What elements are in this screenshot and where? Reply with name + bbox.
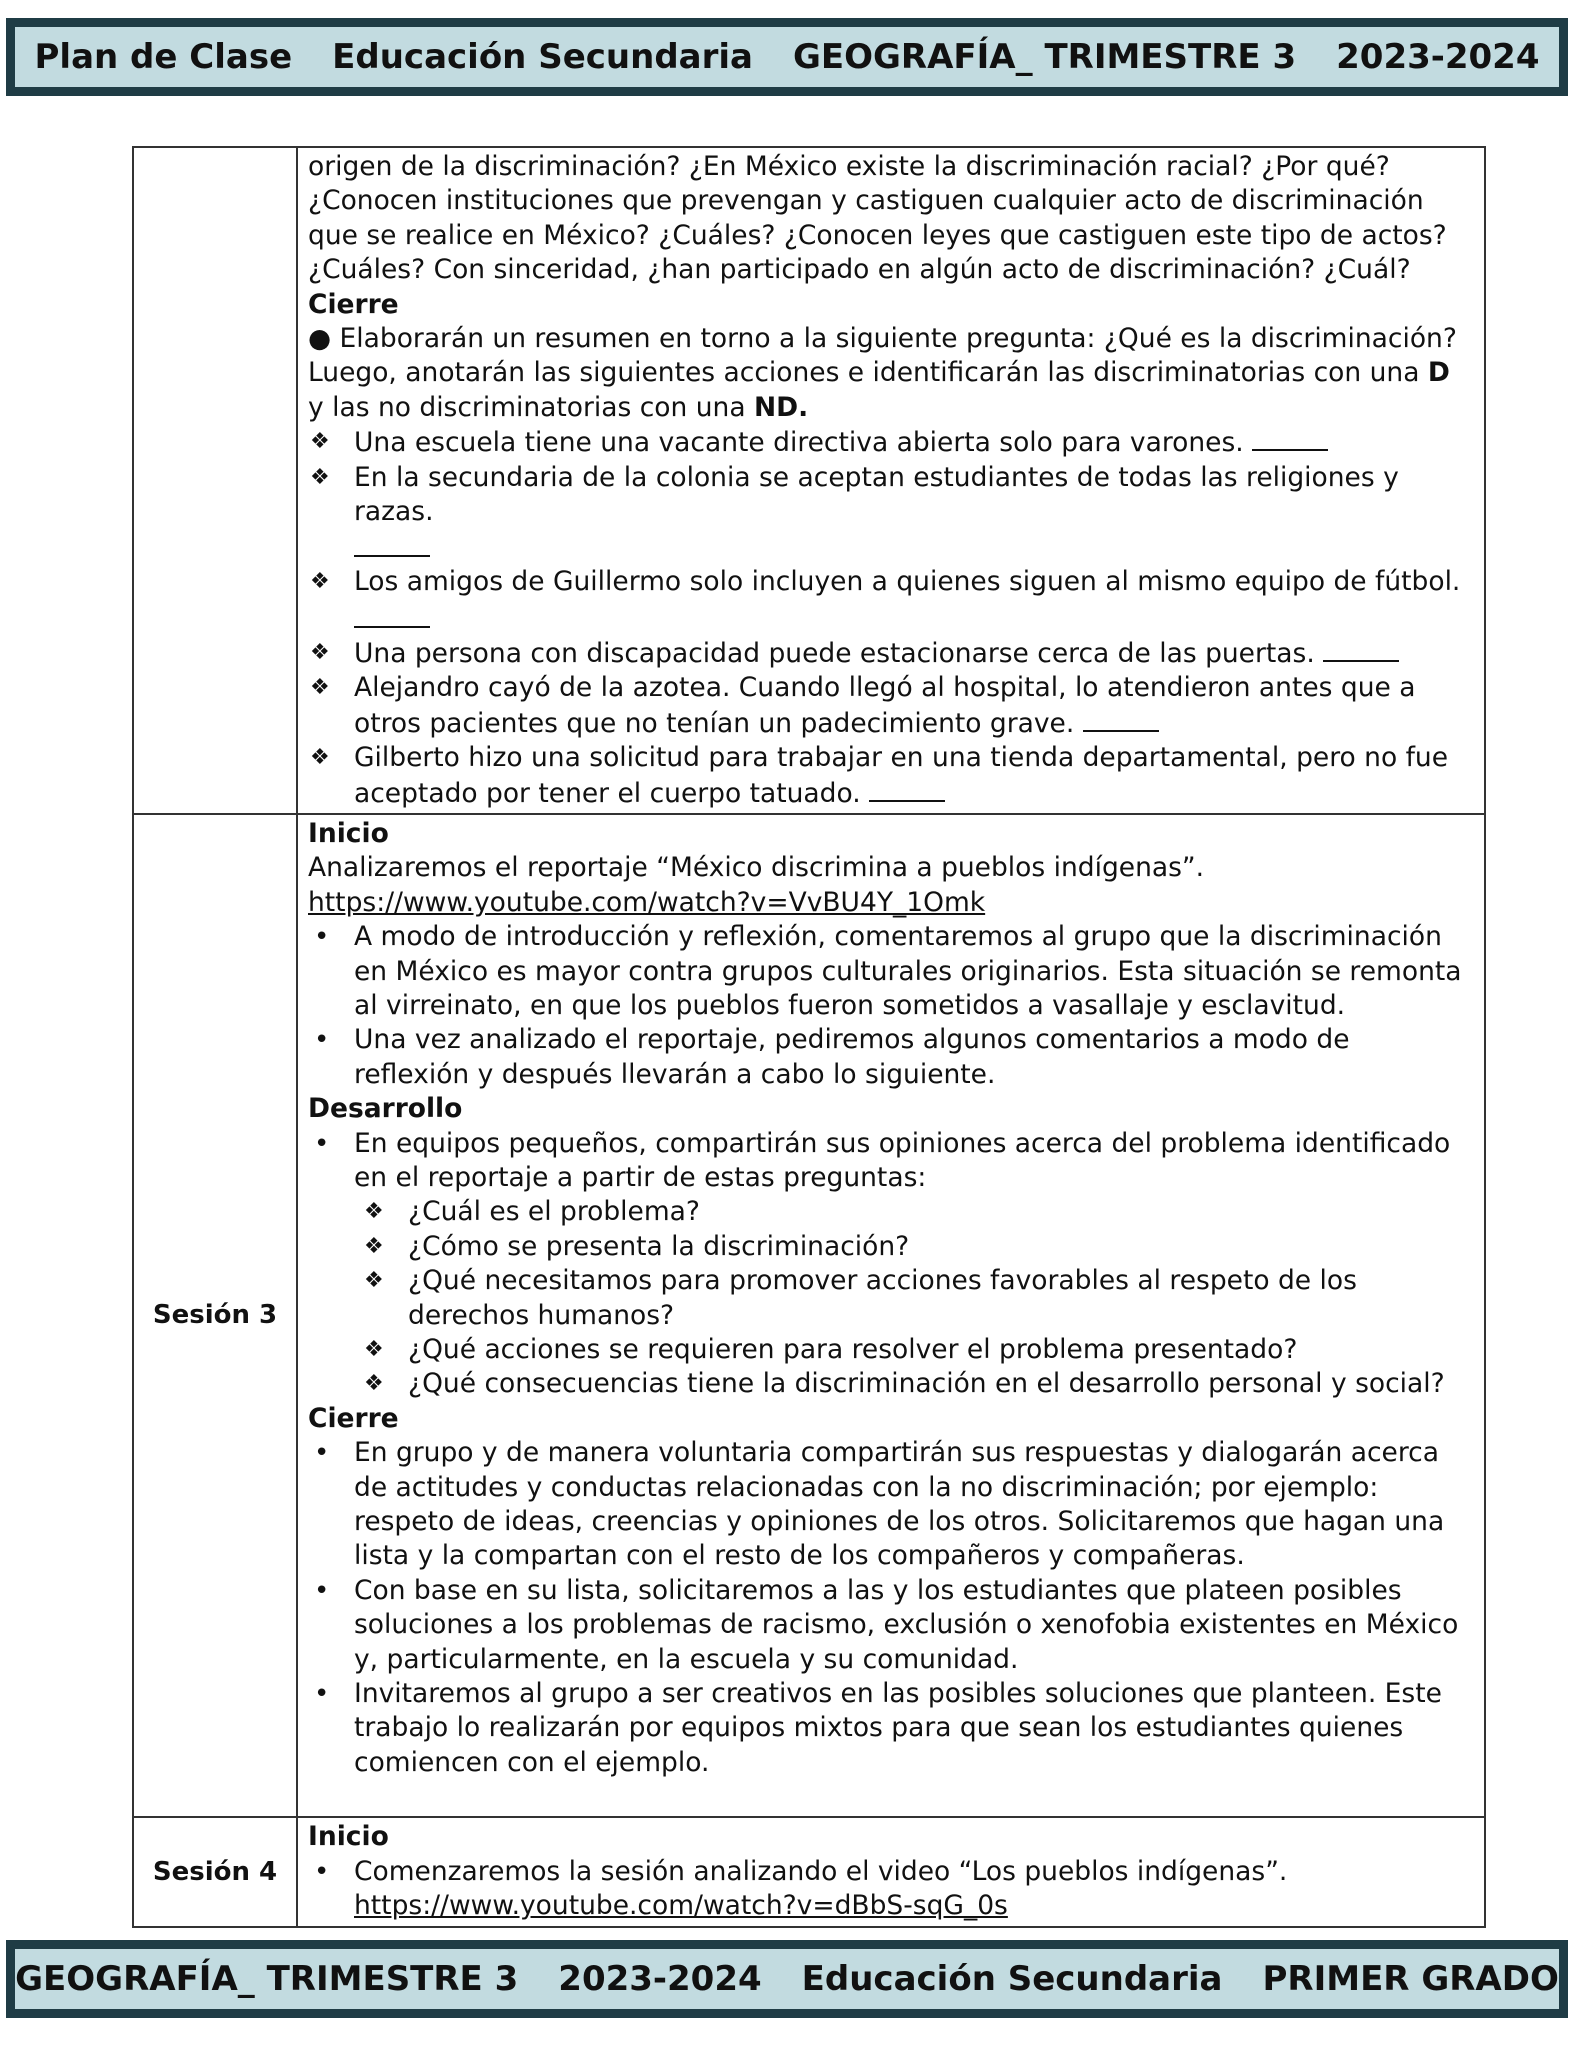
question-item: ❖ ¿Cuál es el problema? bbox=[308, 1195, 1464, 1229]
mark-nd: ND. bbox=[753, 391, 809, 423]
answer-blank[interactable] bbox=[1323, 636, 1399, 662]
cierre-heading: Cierre bbox=[308, 1402, 399, 1434]
footer-level: Educación Secundaria bbox=[801, 1959, 1223, 1999]
list-item: • Invitaremos al grupo a ser creativos en las posibles soluciones que planteen. Este trabajo lo realizarán por equipos mixtos para que sean los estudiantes quienes comiencen con el ejemplo. bbox=[308, 1677, 1464, 1780]
list-item: • Con base en su lista, solicitaremos a las y los estudiantes que plateen posibles soluciones a los problemas de racismo, exclusión o xenofobia existentes en México y, particularmente, en la escuela y su comunidad. bbox=[308, 1574, 1464, 1677]
question-item: ❖ ¿Cómo se presenta la discriminación? bbox=[308, 1230, 1464, 1264]
action-item: ❖ Alejandro cayó de la azotea. Cuando llegó al hospital, lo atendieron antes que a otros pacientes que no tenían un padecimiento grave. bbox=[308, 671, 1464, 741]
footer-grade: PRIMER GRADO bbox=[1262, 1959, 1559, 1999]
footer-banner bbox=[6, 1940, 1568, 2018]
cierre-heading: Cierre bbox=[308, 288, 399, 320]
mark-d: D bbox=[1427, 357, 1450, 389]
desarrollo-heading: Desarrollo bbox=[308, 1093, 463, 1125]
action-item: ❖ Los amigos de Guillermo solo incluyen a quienes siguen al mismo equipo de fútbol. bbox=[308, 565, 1464, 627]
cierre-bullet: ● Elaborarán un resumen en torno a la siguiente pregunta: ¿Qué es la discriminación? bbox=[308, 323, 1457, 355]
row-sesion-4 bbox=[133, 1817, 1485, 1926]
list-item: • Una vez analizado el reportaje, pediremos algunos comentarios a modo de reflexión y después llevarán a cabo lo siguiente. bbox=[308, 1023, 1464, 1092]
header-subject: GEOGRAFÍA_ TRIMESTRE 3 bbox=[792, 37, 1297, 77]
answer-blank[interactable] bbox=[354, 600, 430, 628]
list-item: • A modo de introducción y reflexión, comentaremos al grupo que la discriminación en México es mayor contra grupos culturales originarios. Esta situación se remonta al virreinato, en que los pueblos fueron sometidos a vasallaje y esclavitud. bbox=[308, 920, 1464, 1023]
answer-blank[interactable] bbox=[1252, 425, 1328, 451]
sesion-4-label: Sesión 4 bbox=[133, 1817, 297, 1926]
action-item: ❖ En la secundaria de la colonia se aceptan estudiantes de todas las religiones y razas. bbox=[308, 461, 1464, 558]
header-banner bbox=[6, 18, 1568, 96]
header-level: Educación Secundaria bbox=[332, 37, 753, 77]
question-item: ❖ ¿Qué consecuencias tiene la discriminación en el desarrollo personal y social? bbox=[308, 1367, 1464, 1401]
video-link[interactable]: https://www.youtube.com/watch?v=dBbS-sqG_0s bbox=[354, 1890, 1008, 1922]
desarrollo-bullets bbox=[308, 1127, 1464, 1196]
lesson-plan-table bbox=[132, 146, 1486, 1928]
list-item: • En grupo y de manera voluntaria compartirán sus respuestas y dialogarán acerca de actitudes y conductas relacionadas con la no discriminación; por ejemplo: respeto de ideas, creencias y opiniones de los otros. Solicitaremos que hagan una lista y la compartan con el resto de los compañeros y compañeras. bbox=[308, 1436, 1464, 1574]
answer-blank[interactable] bbox=[354, 529, 430, 557]
inicio-bullets bbox=[308, 920, 1464, 1092]
actions-list bbox=[308, 425, 1464, 811]
answer-blank[interactable] bbox=[869, 776, 945, 802]
row-continuation bbox=[133, 147, 1485, 814]
desarrollo-questions bbox=[308, 1195, 1464, 1401]
inicio-heading: Inicio bbox=[308, 817, 389, 849]
row-sesion-3 bbox=[133, 814, 1485, 1817]
question-item: ❖ ¿Qué necesitamos para promover acciones favorables al respeto de los derechos humanos? bbox=[308, 1264, 1464, 1333]
footer-subject: GEOGRAFÍA_ TRIMESTRE 3 bbox=[15, 1959, 519, 1999]
answer-blank[interactable] bbox=[1083, 706, 1159, 732]
sesion-3-label: Sesión 3 bbox=[133, 814, 297, 1817]
row-label-empty bbox=[133, 147, 297, 814]
footer-year: 2023-2024 bbox=[558, 1959, 762, 1999]
inicio-bullets bbox=[308, 1855, 1464, 1924]
list-item: • Comenzaremos la sesión analizando el video “Los pueblos indígenas”. https://www.youtube.com/watch?v=dBbS-sqG_0s bbox=[308, 1855, 1464, 1924]
sesion-4-content bbox=[297, 1817, 1485, 1926]
action-item: ❖ Gilberto hizo una solicitud para trabajar en una tienda departamental, pero no fue aceptado por tener el cuerpo tatuado. bbox=[308, 741, 1464, 811]
intro-text: origen de la discriminación? ¿En México existe la discriminación racial? ¿Por qué? ¿Conocen instituciones que prevengan y castiguen cualquier acto de discriminación que se realice en México? ¿Cuáles? ¿Conocen leyes que castiguen este tipo de actos? ¿Cuáles? Con sinceridad, ¿han participado en algún acto de discriminación? ¿Cuál? bbox=[308, 151, 1447, 286]
action-item: ❖ Una persona con discapacidad puede estacionarse cerca de las puertas. bbox=[308, 636, 1464, 671]
inicio-text: Analizaremos el reportaje “México discrimina a pueblos indígenas”. bbox=[308, 852, 1205, 884]
question-item: ❖ ¿Qué acciones se requieren para resolver el problema presentado? bbox=[308, 1333, 1464, 1367]
row-content-continuation bbox=[297, 147, 1485, 814]
cierre-instructions: Luego, anotarán las siguientes acciones e identificarán las discriminatorias con una D y las no discriminatorias con una ND. bbox=[308, 357, 1450, 423]
video-link[interactable]: https://www.youtube.com/watch?v=VvBU4Y_1Omk bbox=[308, 886, 986, 918]
list-item: • En equipos pequeños, compartirán sus opiniones acerca del problema identificado en el reportaje a partir de estas preguntas: bbox=[308, 1127, 1464, 1196]
action-item: ❖ Una escuela tiene una vacante directiva abierta solo para varones. bbox=[308, 425, 1464, 460]
header-year: 2023-2024 bbox=[1336, 37, 1540, 77]
header-plan: Plan de Clase bbox=[34, 37, 293, 77]
sesion-3-content bbox=[297, 814, 1485, 1817]
inicio-heading: Inicio bbox=[308, 1821, 389, 1853]
cierre-bullets bbox=[308, 1436, 1464, 1780]
